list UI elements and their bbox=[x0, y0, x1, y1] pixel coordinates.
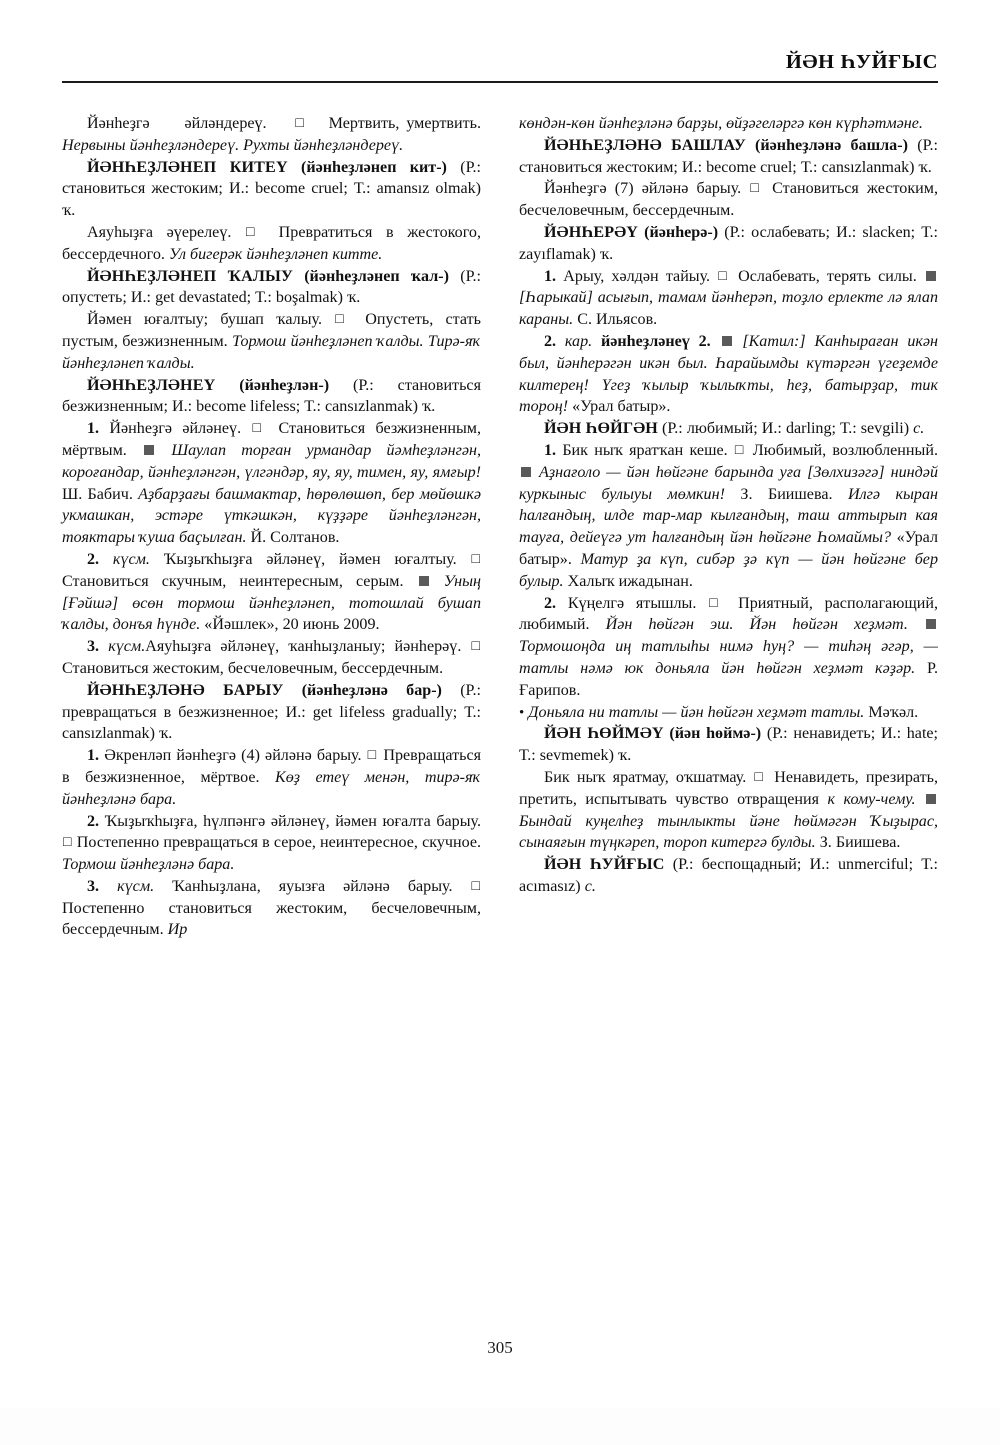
gloss-tr-label: Т.: bbox=[840, 420, 857, 438]
continuation-text-1: Йәнһеҙгә bbox=[87, 115, 150, 132]
citation-source: «Йәшлек», 20 июнь 2009. bbox=[204, 616, 380, 634]
sense-1 bbox=[519, 440, 938, 593]
gloss-tr: zayıflamak) bbox=[519, 245, 596, 263]
sense-body bbox=[62, 309, 481, 374]
gloss-en: get lifeless gradually; bbox=[312, 703, 458, 721]
definition-ba: Аяуһыҙға әйләнеү, ҡанһыҙланыу; йәнһерәү. bbox=[145, 638, 462, 656]
definition-ba: Ҡыҙыҡһыҙға әйләнеү, йәмен юғалтыу. bbox=[163, 550, 457, 568]
definition-ru: Становиться безжизненным, мёртвым. bbox=[62, 420, 481, 459]
citation-source: Халыҡ ижадынан. bbox=[567, 572, 693, 590]
sense-number: 1. bbox=[544, 267, 557, 285]
gloss-tr: sevmemek) bbox=[539, 747, 614, 765]
filled-square-marker bbox=[144, 445, 154, 455]
gloss-tr: acımasız) bbox=[519, 877, 581, 895]
headword-stem: (йәнһеҙләнеп кит-) bbox=[301, 158, 447, 176]
open-square-marker: □ bbox=[367, 748, 378, 764]
gloss-ru-label: Р.: bbox=[667, 420, 683, 438]
usage-label: күсм. bbox=[117, 877, 155, 895]
headword: ЙӘН ҺӨЙГӘН bbox=[544, 420, 658, 438]
open-square-marker: □ bbox=[246, 224, 265, 240]
open-square-marker: □ bbox=[718, 268, 730, 284]
entry-yan-hoymau: ЙӘН ҺӨЙМӘҮ (йән һөймә-) (Р.: ненавидеть; И.: hate; Т.: sevmemek) ҡ. bbox=[519, 725, 939, 765]
sense-1 bbox=[62, 745, 481, 810]
definition-ba: Йәнһеҙгә (7) әйләнә барыу. bbox=[544, 180, 742, 198]
entry-yan-hoygan: ЙӘН ҺӨЙГӘН (Р.: любимый; И.: darling; Т.: sevgili) с. bbox=[544, 420, 925, 438]
open-square-marker: □ bbox=[295, 116, 307, 131]
headword: ЙӘН ҺӨЙМӘҮ bbox=[544, 725, 664, 743]
running-head: ЙӘН ҺУЙҒЫС bbox=[785, 51, 938, 73]
running-head-area bbox=[62, 52, 938, 83]
continuation-paragraph: Йәнһеҙгә әйләндереү. □ Мертвить, умертвить. Нервыны йәнһеҙләндереү. Рухты йәнһеҙләндереү. bbox=[62, 115, 481, 154]
entry-yanherau: ЙӘНҺЕРӘҮ (йәнһерә-) (Р.: ослабевать; И.: slacken; Т.: zayıflamak) ҡ. bbox=[519, 223, 938, 263]
citation-text: Илгә кыран һалғандың, илде тар-мар кылғандың, таш аттырып кая тауға, дейеүгә ут һалғандың йән һөйгәне Һомаймы? bbox=[519, 485, 939, 547]
entry-yanhezlana-bariu: ЙӘНҺЕҘЛӘНӘ БАРЫУ (йәнһеҙләнә бар-) (Р.: превращаться в безжизненное; И.: get lifeless gradually; Т.: cansızlanmak) ҡ. bbox=[62, 681, 481, 743]
definition-ru: Постепенно превращаться в серое, неинтересное, скучное. bbox=[76, 834, 481, 852]
gloss-ru: становиться жестоким; bbox=[519, 158, 678, 176]
part-of-speech: ҡ. bbox=[918, 158, 932, 176]
gloss-en: slacken; bbox=[862, 223, 916, 241]
gloss-tr-label: Т.: bbox=[353, 180, 371, 198]
sense-number: 3. bbox=[87, 877, 100, 895]
sense-3 bbox=[62, 876, 481, 941]
right-column bbox=[519, 113, 938, 941]
part-of-speech: ҡ. bbox=[422, 398, 436, 416]
gloss-en-label: И.: bbox=[681, 158, 703, 176]
gloss-ru-label: Р.: bbox=[465, 267, 482, 285]
sense-number: 2. bbox=[544, 332, 557, 350]
headword-stem: (йәнһерә-) bbox=[644, 223, 719, 241]
bullet-marker: • bbox=[519, 704, 525, 721]
entry-yanhezlanep-kaliu: ЙӘНҺЕҘЛӘНЕП ҠАЛЫУ (йәнһеҙләнеп ҡал-) (Р.: опустеть; И.: get devastated; Т.: boşalmak) ҡ. bbox=[62, 267, 482, 307]
citation-source: З. Биишева. bbox=[740, 485, 833, 503]
open-square-marker: □ bbox=[471, 551, 481, 567]
definition-ru: Опустеть, стать пустым, безжизненным. bbox=[62, 311, 481, 350]
open-square-marker: □ bbox=[734, 442, 746, 458]
gloss-ru: ненавидеть; bbox=[793, 725, 876, 743]
citation-source: С. Ильясов. bbox=[577, 311, 658, 329]
citation-source: Р. Ғарипов. bbox=[519, 659, 938, 699]
sense-2 bbox=[62, 549, 481, 636]
citation-source: Й. Солтанов. bbox=[250, 529, 340, 547]
headword: ЙӘНҺЕҘЛӘНӘ БАШЛАУ bbox=[544, 136, 746, 154]
definition-ba: Йәнһеҙгә әйләнеү. bbox=[109, 420, 242, 438]
continuation-text-2: көндән-көн йәнһеҙләнә барҙы, өйҙәгеләргә көн күрһәтмәне. bbox=[519, 115, 923, 132]
definition-ru: Любимый, возлюбленный. bbox=[752, 441, 938, 459]
citation-text: Шаулап торған урмандар йәмһеҙләнгән, короғандар, йәнһеҙләнгән, үлгәндәр, яу, яу, тимен, яу, ямғыр! bbox=[62, 441, 482, 481]
gloss-tr: amansız olmak) bbox=[376, 180, 482, 198]
headword: ЙӘНҺЕРӘҮ bbox=[544, 223, 639, 241]
gloss-en: get devastated; bbox=[155, 289, 252, 307]
header-rule bbox=[62, 81, 938, 83]
entry-yanhezlaneu: ЙӘНҺЕҘЛӘНЕҮ (йәнһеҙлән-) (Р.: становиться безжизненным; И.: become lifeless; Т.: cansızlanmak) ҡ. bbox=[62, 376, 481, 416]
sense-number: 1. bbox=[544, 441, 557, 459]
gloss-tr-label: Т.: bbox=[519, 747, 536, 765]
definition-ru: Приятный, располагающий, любимый. bbox=[519, 594, 938, 634]
example-text: Тормош йәнһеҙләнеп ҡалды. Тирә-яҡ йәнһеҙләнеп ҡалды. bbox=[62, 332, 482, 372]
entry-yanhezlana-bashlau: ЙӘНҺЕҘЛӘНӘ БАШЛАУ (йәнһеҙләнә башла-) (Р.: становиться жестоким; И.: become cruel; Т.: cansızlanmak) ҡ. bbox=[519, 136, 938, 176]
usage-label: күсм. bbox=[112, 550, 150, 568]
citation-source: З. Биишева. bbox=[819, 834, 901, 852]
sense-1 bbox=[62, 418, 481, 549]
entry-yanhezlanep-kiteu: ЙӘНҺЕҘЛӘНЕП КИТЕҮ (йәнһеҙләнеп кит-) (Р.: становиться жестоким; И.: become cruel; Т.: amansız olmak) ҡ. bbox=[62, 158, 482, 220]
example-text: Тормош йәнһеҙләнә бара. bbox=[62, 856, 235, 874]
continuation-paragraph bbox=[519, 113, 938, 135]
definition-ru: Постепенно становиться жестоким, бесчеловечным, бессердечным. bbox=[62, 899, 481, 939]
sense-1 bbox=[519, 266, 938, 331]
page-number: 305 bbox=[487, 1338, 513, 1357]
sense-body bbox=[519, 767, 938, 854]
gloss-ru: становиться жестоким; bbox=[62, 180, 223, 198]
gloss-en-label: И.: bbox=[171, 398, 193, 416]
gloss-tr-label: Т.: bbox=[464, 703, 481, 721]
example-text: Көҙ етеү менән, тирә-яҡ йәнһеҙләнә бара. bbox=[62, 768, 482, 808]
definition-ba: Арыу, хәлдән тайыу. bbox=[563, 267, 711, 285]
part-of-speech: с. bbox=[913, 420, 925, 438]
headword-stem: (йән һөймә-) bbox=[669, 725, 762, 743]
headword: ЙӘНҺЕҘЛӘНЕҮ bbox=[87, 376, 216, 394]
headword: ЙӘНҺЕҘЛӘНЕП ҠАЛЫУ bbox=[87, 267, 293, 285]
definition-ba: Әкренләп йәнһеҙгә (4) әйләнә барыу. bbox=[104, 747, 362, 765]
gloss-tr-label: Т.: bbox=[800, 158, 818, 176]
part-of-speech: с. bbox=[584, 877, 596, 895]
open-square-marker: □ bbox=[754, 769, 767, 785]
sense-number: 2. bbox=[87, 812, 100, 830]
gloss-ru-label: Р.: bbox=[465, 681, 481, 699]
gloss-tr: cansızlanmak) bbox=[62, 725, 155, 743]
gloss-tr-label: Т.: bbox=[255, 289, 272, 307]
citation-text: Тормошоңда иң татлыһы нимә һуң? — тиһәң әгәр, — татлы нәмә юк доньяла йән һөйгән хеҙмәт кәҙәр. bbox=[519, 638, 938, 677]
citation-text: Уның [Ғәйшә] өсөн тормош йәнһеҙләнеп, тотошлай бушап ҡалды, донъя һүнде. bbox=[62, 572, 482, 634]
gloss-en-label: И.: bbox=[880, 725, 902, 743]
example-text: Нервыны йәнһеҙләндереү. Рухты йәнһеҙләндереү. bbox=[62, 136, 404, 154]
definition-ru: Становиться жестоким, бесчеловечным, бессердечным. bbox=[519, 180, 938, 220]
filled-square-marker bbox=[926, 271, 936, 281]
part-of-speech: ҡ. bbox=[62, 202, 76, 220]
gloss-en-label: И.: bbox=[836, 223, 857, 241]
citation-text: Аҙнағоло — йән һөйгәне барында уға [Зөлхизәгә] ниндәй куркыныс булыуы мөмкин! bbox=[519, 463, 938, 503]
open-square-marker: □ bbox=[471, 639, 480, 655]
definition-ba: Ҡыҙыҡһыҙға, һүлпәнгә әйләнеү, йәмен юғалта барыу. bbox=[104, 812, 481, 830]
gloss-tr-label: Т.: bbox=[921, 223, 938, 241]
sense-number: 2. bbox=[87, 550, 100, 568]
gloss-en: unmerciful; bbox=[837, 856, 914, 874]
filled-square-marker bbox=[722, 336, 732, 346]
open-square-marker: □ bbox=[709, 595, 726, 611]
citation-text: [Һарыкай] асығып, тамам йәнһерәп, тоҙло ерлекте лә ялап караны. bbox=[519, 289, 938, 329]
headword-stem: (йәнһеҙләнеп ҡал-) bbox=[304, 267, 449, 285]
gloss-en-label: И.: bbox=[228, 180, 250, 198]
citation-text: Бындай куңелһеҙ тынлыкты йәне һөймәгән Ҡыҙырас, сынаяғын түңкәреп, тороп китергә булды. bbox=[519, 812, 938, 852]
column-trailing-text: Ир bbox=[167, 921, 188, 939]
gloss-en: hate; bbox=[906, 725, 939, 743]
part-of-speech: ҡ. bbox=[617, 747, 632, 765]
open-square-marker: □ bbox=[471, 878, 480, 894]
sense-body bbox=[62, 222, 481, 266]
cross-reference: йәнһеҙләнеү 2. bbox=[600, 332, 711, 350]
sense-body bbox=[519, 178, 938, 222]
gloss-en-label: И.: bbox=[809, 856, 830, 874]
part-of-speech: ҡ. bbox=[158, 725, 173, 743]
part-of-speech: ҡ. bbox=[599, 245, 614, 263]
gloss-en-label: И.: bbox=[285, 703, 306, 721]
usage-label: кар. bbox=[564, 332, 593, 350]
gloss-tr-label: Т.: bbox=[304, 398, 321, 416]
definition-ru: Ослабевать, терять силы. bbox=[738, 267, 917, 285]
scan-edge bbox=[0, 1408, 1000, 1445]
sense-number: 1. bbox=[87, 747, 100, 765]
left-column bbox=[62, 113, 481, 941]
headword: ЙӘНҺЕҘЛӘНЕП КИТЕҮ bbox=[87, 158, 288, 176]
open-square-marker: □ bbox=[63, 835, 72, 851]
filled-square-marker bbox=[419, 576, 429, 586]
sense-number: 1. bbox=[87, 420, 100, 438]
headword-stem: (йәнһеҙләнә бар-) bbox=[301, 681, 442, 699]
filled-square-marker bbox=[926, 619, 936, 629]
open-square-marker: □ bbox=[335, 312, 352, 328]
open-square-marker: □ bbox=[750, 181, 763, 197]
gloss-en: become lifeless; bbox=[196, 398, 301, 416]
headword: ЙӘНҺЕҘЛӘНӘ БАРЫУ bbox=[87, 681, 284, 699]
gloss-ru: превращаться в безжизненное; bbox=[62, 703, 279, 721]
gloss-en-label: И.: bbox=[130, 289, 152, 307]
gloss-ru: беспощадный; bbox=[701, 856, 802, 874]
definition-ba: Аяуһыҙға әүерелеү. bbox=[87, 223, 232, 241]
headword-stem: (йәнһеҙлән-) bbox=[239, 376, 330, 394]
gloss-ru: ослабевать; bbox=[751, 223, 830, 241]
proverb-source: Мәҡәл. bbox=[868, 703, 919, 721]
citation-text: [Катил:] Канһыраған икән был, йәнһерәгән икән был. Һарайымды күтәргән үгеҙемде килтерең! Үгеҙ ҡылыр ҡылыҡты, һеҙ, батырҙар, тик тороң! bbox=[519, 332, 939, 416]
sense-number: 2. bbox=[544, 594, 557, 612]
citation-source: «Урал батыр». bbox=[519, 529, 938, 568]
definition-ba: Бик ныҡ яратҡан кеше. bbox=[562, 441, 728, 459]
sense-3 bbox=[62, 636, 481, 680]
definition-ru: Становиться жестоким, бесчеловечным, бессердечным. bbox=[62, 659, 444, 677]
definition-ba: Ҡанһыҙлана, яуызға әйләнә барыу. bbox=[172, 877, 453, 895]
sense-number: 3. bbox=[87, 638, 100, 656]
sense-2 bbox=[519, 593, 938, 702]
gloss-en: become cruel; bbox=[706, 158, 797, 176]
definition-ba: Йәмен юғалтыу; бушап ҡалыу. bbox=[87, 311, 322, 329]
citation-text: Аҙбарҙағы башмактар, һөрөлөшөп, бер мөйөшкә укмашкан, эстәре үткәшкән, күҙҙәре йәнһеҙләнгән, тояктары ҡуша баҫылған. bbox=[62, 485, 481, 547]
gloss-ru-label: Р.: bbox=[772, 725, 788, 743]
gloss-en: darling; bbox=[785, 420, 836, 438]
gloss-ru: становиться безжизненным; bbox=[62, 376, 481, 416]
gloss-tr-label: Т.: bbox=[921, 856, 939, 874]
citation-source: Ш. Бабич. bbox=[62, 485, 133, 503]
definition-ru-italic: к кому-чему. bbox=[827, 790, 916, 808]
gloss-ru-label: Р.: bbox=[729, 223, 746, 241]
gloss-ru-label: Р.: bbox=[922, 136, 938, 154]
citation-text: Матур ҙа күп, сибәр ҙә күп — йән һөйгәне бер булыр. bbox=[519, 550, 938, 590]
gloss-tr: sevgili) bbox=[860, 420, 910, 438]
proverb-text: Доньяла ни татлы — йән һөйгән хеҙмәт татлы. bbox=[528, 703, 865, 721]
headword-stem: (йәнһеҙләнә башла-) bbox=[755, 136, 908, 154]
proverb-line bbox=[519, 702, 938, 724]
entry-yan-huygis: ЙӘН ҺУЙҒЫС (Р.: беспощадный; И.: unmerciful; Т.: acımasız) с. bbox=[519, 856, 939, 895]
gloss-tr: cansızlanmak) bbox=[821, 158, 915, 176]
example-text: Йән һөйгән эш. Йән һөйгән хеҙмәт. bbox=[605, 616, 908, 634]
citation-source: «Урал батыр». bbox=[572, 398, 671, 416]
filled-square-marker bbox=[926, 794, 936, 804]
filled-square-marker bbox=[521, 467, 531, 477]
part-of-speech: ҡ. bbox=[347, 289, 361, 307]
gloss-ru-label: Р.: bbox=[465, 158, 481, 176]
example-text: Ул бигерәк йәнһеҙләнеп китте. bbox=[168, 245, 383, 263]
gloss-tr: cansızlanmak) bbox=[325, 398, 418, 416]
gloss-ru-label: Р.: bbox=[358, 376, 374, 394]
gloss-tr: boşalmak) bbox=[275, 289, 343, 307]
definition-ru: Ненавидеть, презирать, претить, испытывать чувство отвращения bbox=[519, 768, 938, 808]
gloss-en-label: И.: bbox=[761, 420, 782, 438]
definition-ba: Бик ныҡ яратмау, оҡшатмау. bbox=[544, 768, 747, 786]
definition-ru: Становиться скучным, неинтересным, серым. bbox=[62, 572, 404, 590]
open-square-marker: □ bbox=[252, 421, 268, 437]
definition-ru: Превращаться в безжизненное, мёртвое. bbox=[62, 747, 482, 786]
gloss-ru-label: Р.: bbox=[678, 856, 694, 874]
gloss-ru: опустеть; bbox=[62, 289, 127, 307]
gloss-ru: любимый; bbox=[686, 420, 758, 438]
usage-label: күсм. bbox=[108, 638, 146, 656]
definition-ba: Күңелгә ятышлы. bbox=[567, 594, 697, 612]
gloss-en: become cruel; bbox=[255, 180, 348, 198]
headword: ЙӘН ҺУЙҒЫС bbox=[544, 856, 665, 874]
sense-2 bbox=[519, 331, 938, 418]
text-columns bbox=[62, 113, 938, 941]
definition-ru: Превратиться в жестокого, бессердечного. bbox=[62, 223, 481, 263]
sense-2 bbox=[62, 811, 481, 876]
